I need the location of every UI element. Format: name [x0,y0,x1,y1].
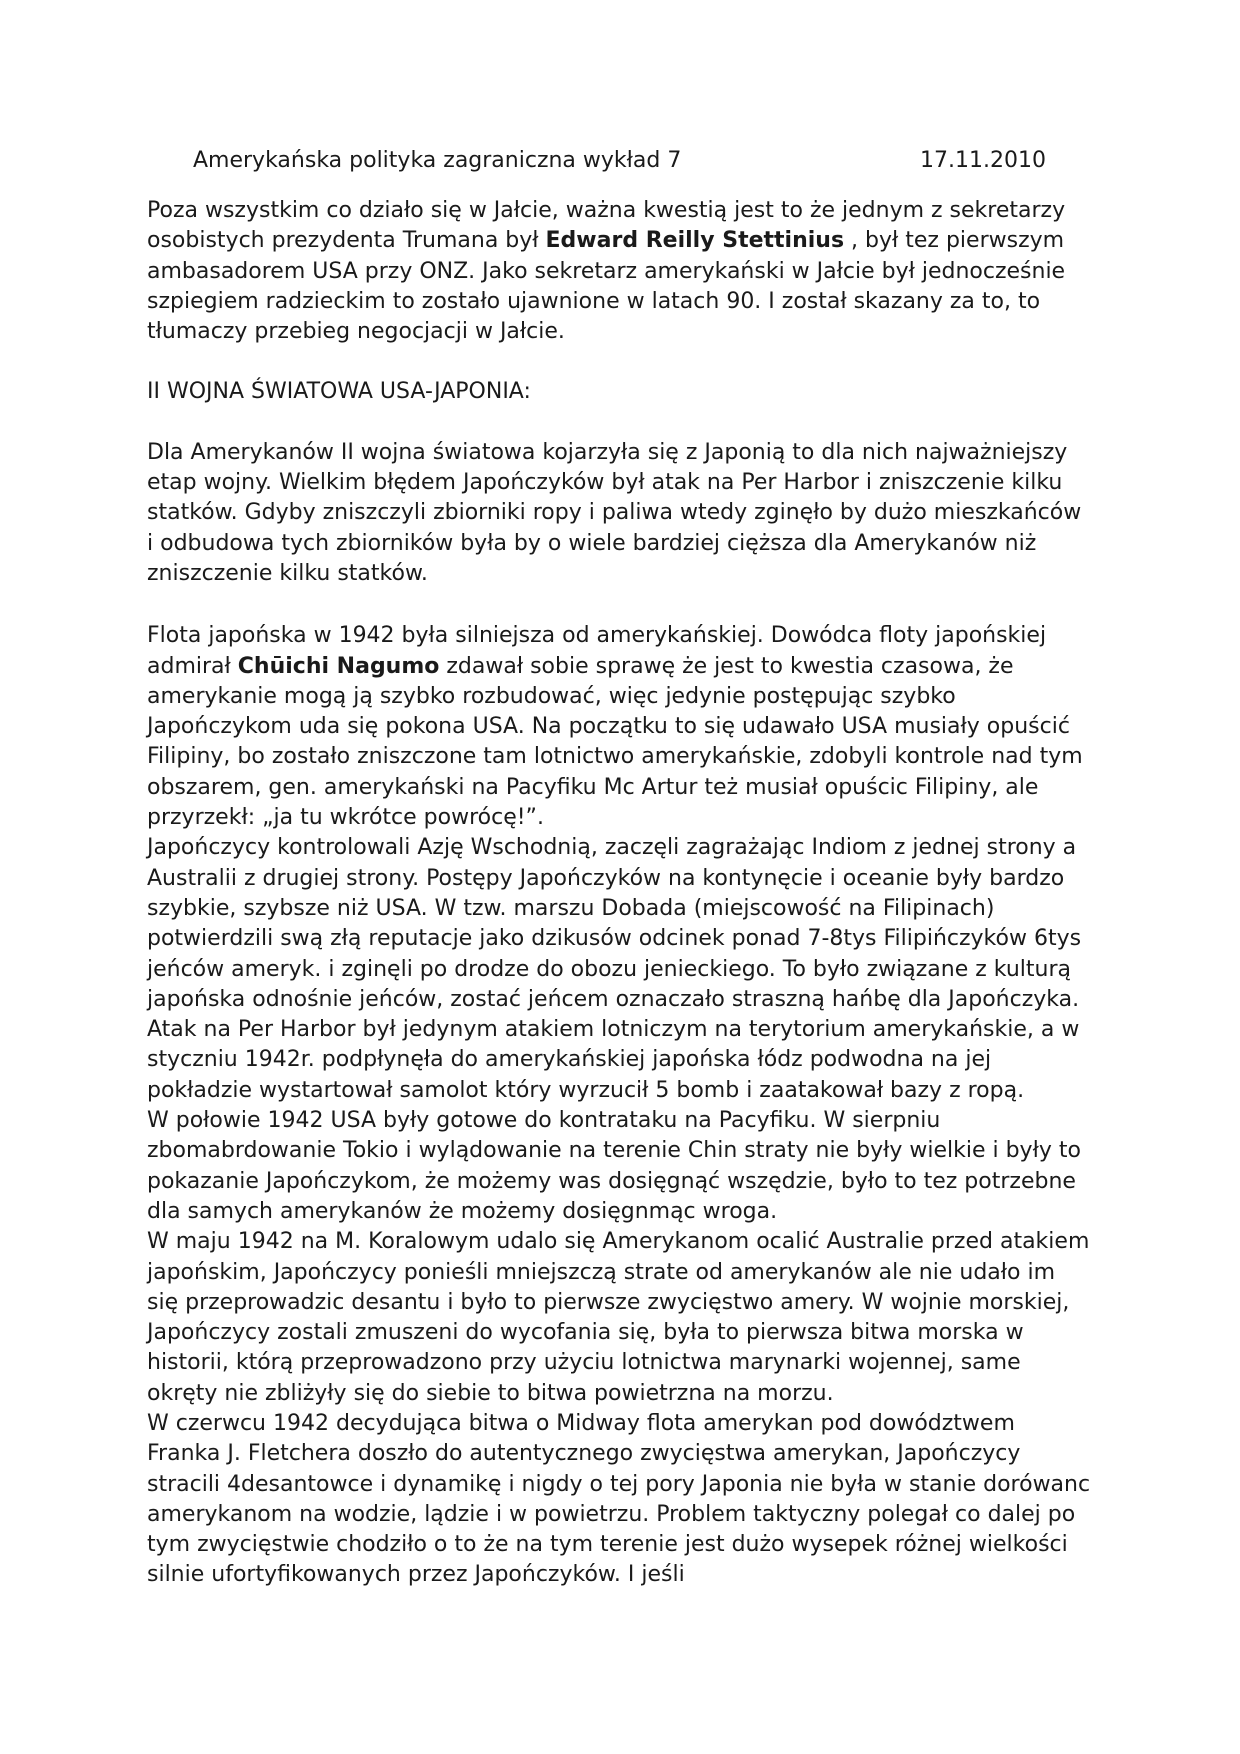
bold-name-nagumo: Chūichi Nagumo [237,653,440,679]
paragraph-text: Poza wszystkim co działo się w Jałcie, ważna kwestią jest to że jednym z sekretarzy osobistych prezydenta Trumana był [147,198,1066,254]
lecture-date: 17.11.2010 [920,148,1046,173]
paragraph-east-asia: Japończycy kontrolowali Azję Wschodnią, zaczęli zagrażając Indiom z jednej strony a Australii z drugiej strony. Postępy Japończyków na kontynęcie i oceanie były bardzo szybkie, szybsze niż USA. W tzw. marszu Dobada (miejscowość na Filipinach) potwierdzili swą złą reputacje jako dzikusów odcinek ponad 7-8tys Filipińczyków 6tys jeńców ameryk. i zginęli po drodze do obozu jenieckiego. To było związane z kulturą japońska odnośnie jeńców, zostać jeńcem oznaczało straszną hańbę dla Japończyka. [147,835,1082,1012]
section-heading: II WOJNA ŚWIATOWA USA-JAPONIA: [147,379,531,405]
paragraph-text: Flota japońska w 1942 była silniejsza od amerykańskiej. Dowódca floty japońskiej admirał [147,623,1047,679]
paragraph-fleet [147,621,1092,833]
paragraph-midway: W czerwcu 1942 decydująca bitwa o Midway flota amerykan pod dowództwem Franka J. Fletchera doszło do autentycznego zwycięstwa amerykan, Japończycy stracili 4desantowce i dynamikę i nigdy o tej pory Japonia nie była w stanie dorówanc amerykanom na wodzie, lądzie i w powietrzu. Problem taktyczny polegał co dalej po tym zwycięstwie chodziło o to że na tym terenie jest dużo wysepek różnej wielkości silnie ufortyfikowanych przez Japończyków. I jeśli [147,1410,1091,1588]
paragraph-counterattack: W połowie 1942 USA były gotowe do kontrataku na Pacyfiku. W sierpniu zbomabrdowanie Tokio i wylądowanie na terenie Chin straty nie były wielkie i były to pokazanie Japończykom, że możemy was dosięgnąć wszędzie, było to tez potrzebne dla samych amerykanów że możemy dosięgnmąc wroga. [147,1108,1081,1224]
paragraph-americans: Dla Amerykanów II wojna światowa kojarzyła się z Japonią to dla nich najważniejszy etap wojny. Wielkim błędem Japończyków był atak na Per Harbor i zniszczenie kilku statków. Gdyby zniszczyli zbiorniki ropy i paliwa wtedy zginęło by dużo mieszkańców i odbudowa tych zbiorników była by o wiele bardziej cięższa dla Amerykanów niż zniszczenie kilku statków. [147,439,1082,586]
document-header [193,146,1046,176]
bold-name-stettinius: Edward Reilly Stettinius [545,228,845,254]
lecture-title: Amerykańska polityka zagraniczna wykład 7 [193,148,682,173]
document-body [147,196,1092,1591]
paragraph-text: , był tez pierwszym ambasadorem USA przy ONZ. Jako sekretarz amerykański w Jałcie był jednocześnie szpiegiem radzieckim to zostało ujawnione w latach 90. I został skazany za to, to tłumaczy przebieg negocjacji w Jałcie. [147,228,1066,345]
paragraph-yalta [147,196,1092,347]
paragraph-text: zdawał sobie sprawę że jest to kwestia czasowa, że amerykanie mogą ją szybko rozbudować, więc jedynie postępując szybko Japończykom uda się pokona USA. Na początku to się udawało USA musiały opuścić Filipiny, bo zostało zniszczone tam lotnictwo amerykańskie, zdobyli kontrole nad tym obszarem, gen. amerykański na Pacyfiku Mc Artur też musiał opuścic Filipiny, ale przyrzekł: „ja tu wkrótce powrócę!”. [147,653,1083,831]
paragraph-attack: Atak na Per Harbor był jedynym atakiem lotniczym na terytorium amerykańskie, a w styczniu 1942r. podpłynęła do amerykańskiej japońska łódz podwodna na jej pokładzie wystartował samolot który wyrzucił 5 bomb i zaatakował bazy z ropą. [147,1017,1080,1103]
paragraph-coral-sea: W maju 1942 na M. Koralowym udalo się Amerykanom ocalić Australie przed atakiem japońskim, Japończycy ponieśli mniejszczą strate od amerykanów ale nie udało im się przeprowadzic desantu i było to pierwsze zwycięstwo amery. W wojnie morskiej, Japończycy zostali zmuszeni do wycofania się, była to pierwsza bitwa morska w historii, którą przeprowadzono przy użyciu lotnictwa marynarki wojennej, same okręty nie zbliżyły się do siebie to bitwa powietrzna na morzu. [147,1229,1090,1406]
